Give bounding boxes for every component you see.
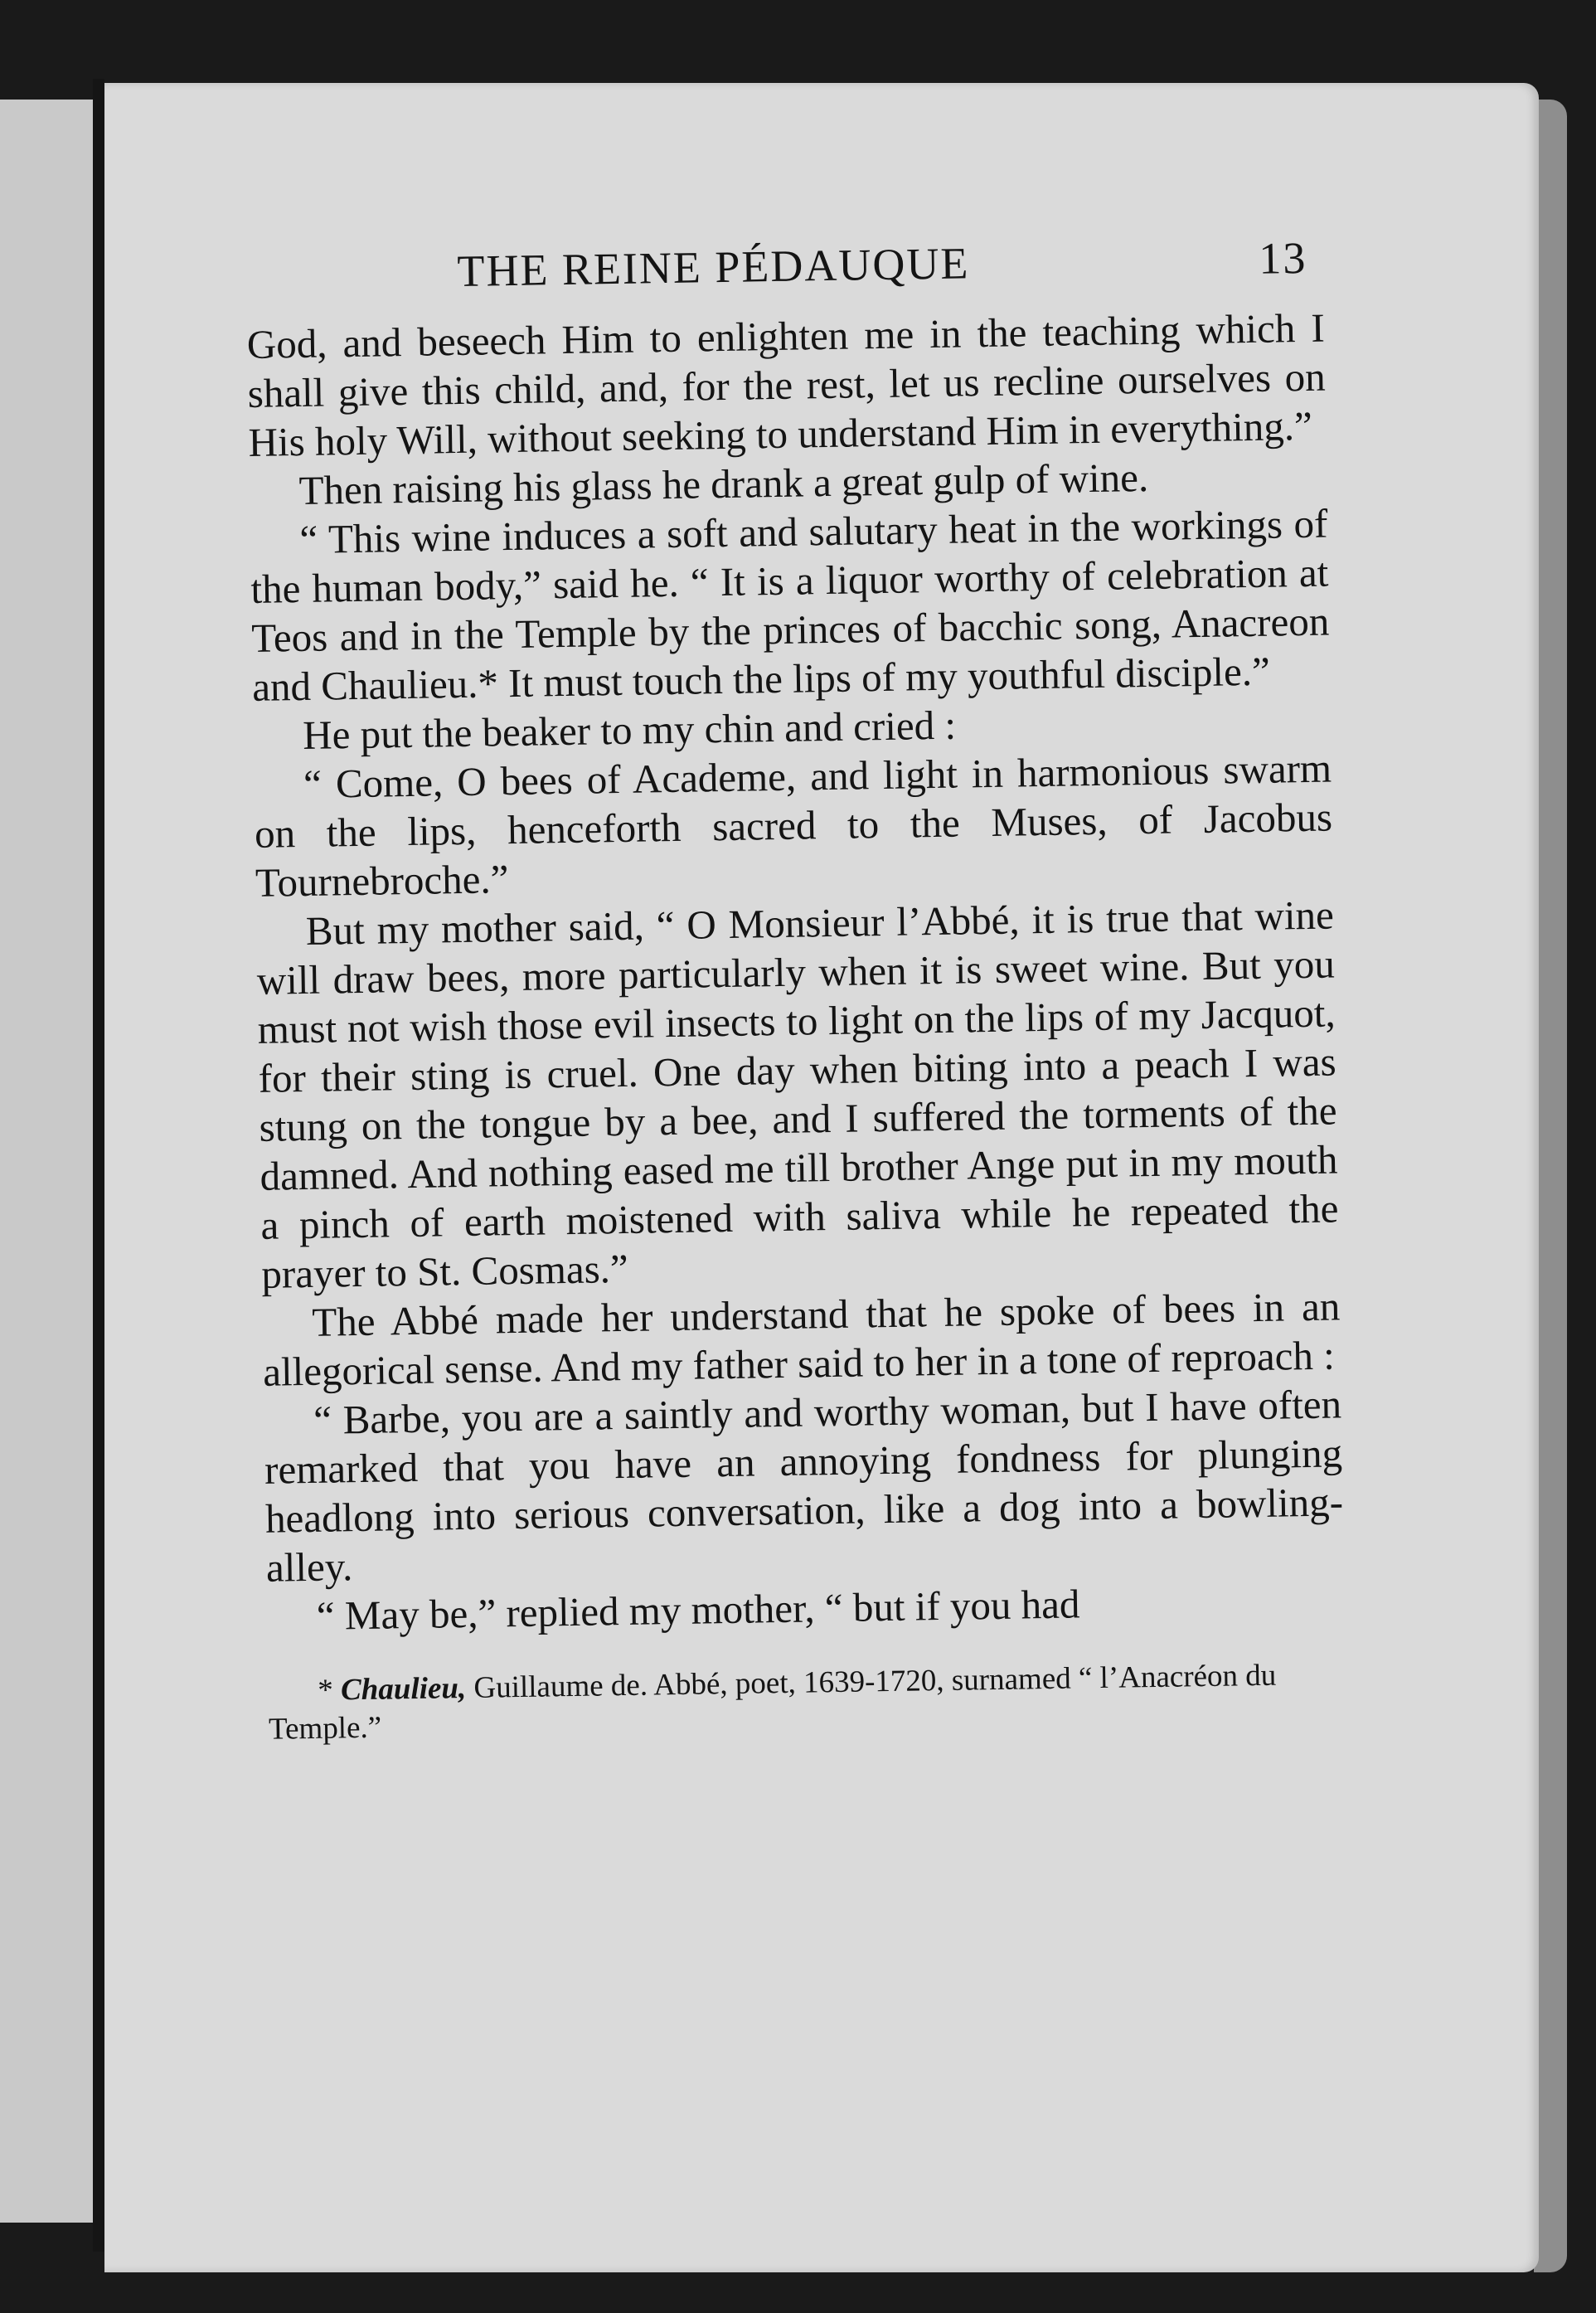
body-text xyxy=(246,304,1345,1641)
paragraph: “ Come, O bees of Academe, and light in harmonious swarm on the lips, henceforth sacred to the Muses, of Jacobus Tournebroche.” xyxy=(254,745,1333,906)
book-gutter xyxy=(93,79,104,2252)
paragraph: God, and beseech Him to enlighten me in the teaching which I shall give this child, and, for the rest, let us recline ourselves on His holy Will, without seeking to understand Him in everything.” xyxy=(246,304,1327,465)
paragraph: He put the beaker to my chin and cried : xyxy=(302,702,957,758)
paragraph: The Abbé made her understand that he spoke of bees in an allegorical sense. And my father said to her in a tone of reproach : xyxy=(262,1283,1341,1395)
left-page-edge xyxy=(0,100,93,2223)
footnote-text: Guillaume de. Abbé, poet, 1639-1720, surnamed “ l’Anacréon du Temple.” xyxy=(268,1658,1277,1747)
paragraph: “ Barbe, you are a saintly and worthy woman, but I have often remarked that you have an annoying fondness for plunging headlong into serious conversation, like a dog into a bowling-alley. xyxy=(264,1381,1344,1591)
page-header xyxy=(245,232,1324,315)
paragraph: “ May be,” replied my mother, “ but if you had xyxy=(316,1581,1080,1639)
footnote-name: Chaulieu, xyxy=(340,1671,467,1708)
book-page xyxy=(104,83,1539,2272)
page-content xyxy=(245,232,1346,1749)
running-title: THE REINE PÉDAUQUE xyxy=(456,238,970,296)
footnote xyxy=(268,1655,1346,1748)
page-number: 13 xyxy=(1258,232,1307,284)
paragraph: Then raising his glass he drank a great gulp of wine. xyxy=(298,454,1149,514)
paragraph: “ This wine induces a soft and salutary heat in the workings of the human body,” said he. “ It is a liquor worthy of celebration at Teos and in the Temple by the princes of bacchic song, Anacreon and Chaulieu.* It must touch the lips of my youthful disciple.” xyxy=(250,500,1330,710)
paragraph: But my mother said, “ O Monsieur l’Abbé, it is true that wine will draw bees, more particularly when it is sweet wine. But you must not wish those evil insects to light on the lips of my Jacquot, for their sting is cruel. One day when biting into a peach I was stung on the tongue by a bee, and I suffered the torments of the damned. And nothing eased me till brother Ange put in my mouth a pinch of earth moistened with saliva while he repeated the prayer to St. Cosmas.” xyxy=(256,892,1339,1297)
footnote-marker: * xyxy=(317,1673,334,1708)
page-stack-edge xyxy=(1534,100,1567,2272)
